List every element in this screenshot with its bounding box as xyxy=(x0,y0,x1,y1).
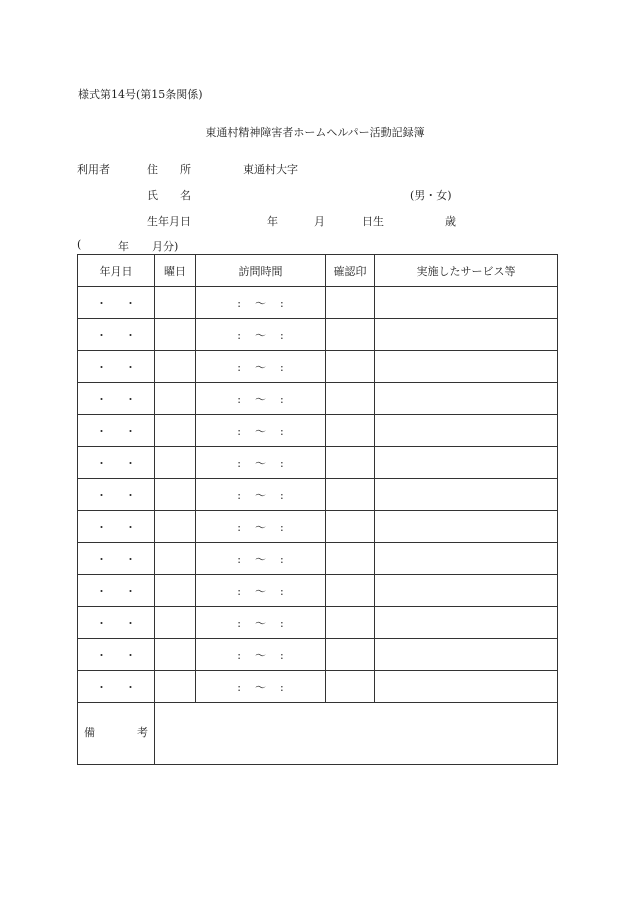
services-cell[interactable] xyxy=(375,447,558,479)
time-tilde: 〜 xyxy=(255,360,266,374)
time-tilde: 〜 xyxy=(255,648,266,662)
time-colon: : xyxy=(237,648,241,662)
weekday-cell[interactable] xyxy=(155,607,196,639)
address-value: 東通村大字 xyxy=(243,163,298,176)
seal-cell[interactable] xyxy=(326,351,375,383)
services-cell[interactable] xyxy=(375,575,558,607)
date-cell[interactable] xyxy=(78,351,155,383)
date-cell[interactable] xyxy=(78,639,155,671)
date-dot: ・ xyxy=(96,584,107,598)
table-row xyxy=(78,351,558,383)
weekday-cell[interactable] xyxy=(155,383,196,415)
time-colon: : xyxy=(237,552,241,566)
time-colon: : xyxy=(280,488,284,502)
period-year-unit: 年 xyxy=(118,240,129,253)
table-row xyxy=(78,511,558,543)
time-colon: : xyxy=(237,680,241,694)
date-dot: ・ xyxy=(125,296,136,310)
seal-cell[interactable] xyxy=(326,479,375,511)
weekday-cell[interactable] xyxy=(155,639,196,671)
remarks-row xyxy=(78,703,558,765)
date-cell[interactable] xyxy=(78,671,155,703)
time-colon: : xyxy=(280,616,284,630)
time-tilde: 〜 xyxy=(255,392,266,406)
log-body xyxy=(78,287,558,765)
services-cell[interactable] xyxy=(375,511,558,543)
gender-field: (男・女) xyxy=(410,189,452,202)
time-tilde: 〜 xyxy=(255,296,266,310)
table-row xyxy=(78,543,558,575)
seal-cell[interactable] xyxy=(326,543,375,575)
date-dot: ・ xyxy=(96,680,107,694)
date-cell[interactable] xyxy=(78,479,155,511)
seal-cell[interactable] xyxy=(326,607,375,639)
table-header-row xyxy=(78,255,558,287)
table-row xyxy=(78,447,558,479)
date-dot: ・ xyxy=(125,648,136,662)
visit-time-cell[interactable] xyxy=(196,447,326,479)
header-confirmation-seal: 確認印 xyxy=(326,255,375,287)
header-visit-time: 訪問時間 xyxy=(196,255,326,287)
services-cell[interactable] xyxy=(375,383,558,415)
table-row xyxy=(78,639,558,671)
birth-day-unit: 日生 xyxy=(362,215,384,228)
time-tilde: 〜 xyxy=(255,552,266,566)
visit-time-cell[interactable] xyxy=(196,351,326,383)
services-cell[interactable] xyxy=(375,319,558,351)
date-dot: ・ xyxy=(125,584,136,598)
table-row xyxy=(78,287,558,319)
table-row xyxy=(78,607,558,639)
visit-time-cell[interactable] xyxy=(196,287,326,319)
period-month-unit: 月分) xyxy=(152,240,179,253)
services-cell[interactable] xyxy=(375,351,558,383)
time-colon: : xyxy=(280,584,284,598)
header-services: 実施したサービス等 xyxy=(375,255,558,287)
seal-cell[interactable] xyxy=(326,287,375,319)
date-dot: ・ xyxy=(96,424,107,438)
birthdate-label: 生年月日 xyxy=(147,215,191,228)
time-colon: : xyxy=(280,424,284,438)
header-weekday: 曜日 xyxy=(155,255,196,287)
time-colon: : xyxy=(237,456,241,470)
remarks-label-right: 考 xyxy=(137,725,148,739)
date-dot: ・ xyxy=(96,520,107,534)
time-colon: : xyxy=(237,360,241,374)
services-cell[interactable] xyxy=(375,287,558,319)
services-cell[interactable] xyxy=(375,479,558,511)
seal-cell[interactable] xyxy=(326,415,375,447)
date-dot: ・ xyxy=(96,488,107,502)
seal-cell[interactable] xyxy=(326,511,375,543)
date-cell[interactable] xyxy=(78,447,155,479)
services-cell[interactable] xyxy=(375,639,558,671)
date-dot: ・ xyxy=(125,456,136,470)
seal-cell[interactable] xyxy=(326,383,375,415)
date-cell[interactable] xyxy=(78,383,155,415)
date-dot: ・ xyxy=(96,392,107,406)
visit-time-cell[interactable] xyxy=(196,383,326,415)
date-cell[interactable] xyxy=(78,575,155,607)
seal-cell[interactable] xyxy=(326,639,375,671)
table-row xyxy=(78,671,558,703)
seal-cell[interactable] xyxy=(326,447,375,479)
date-dot: ・ xyxy=(125,520,136,534)
weekday-cell[interactable] xyxy=(155,511,196,543)
time-colon: : xyxy=(280,648,284,662)
time-colon: : xyxy=(280,456,284,470)
seal-cell[interactable] xyxy=(326,319,375,351)
weekday-cell[interactable] xyxy=(155,319,196,351)
visit-time-cell[interactable] xyxy=(196,511,326,543)
date-cell[interactable] xyxy=(78,511,155,543)
visit-time-cell[interactable] xyxy=(196,639,326,671)
date-dot: ・ xyxy=(125,360,136,374)
weekday-cell[interactable] xyxy=(155,447,196,479)
period-open-paren: ( xyxy=(77,238,82,251)
weekday-cell[interactable] xyxy=(155,287,196,319)
date-dot: ・ xyxy=(125,328,136,342)
remarks-label-cell xyxy=(78,703,155,765)
form-number: 様式第14号(第15条関係) xyxy=(78,88,203,101)
services-cell[interactable] xyxy=(375,607,558,639)
age-unit: 歳 xyxy=(445,215,456,228)
date-dot: ・ xyxy=(96,328,107,342)
weekday-cell[interactable] xyxy=(155,575,196,607)
time-colon: : xyxy=(237,296,241,310)
visit-time-cell[interactable] xyxy=(196,543,326,575)
visit-time-cell[interactable] xyxy=(196,415,326,447)
time-colon: : xyxy=(237,328,241,342)
table-row xyxy=(78,479,558,511)
table-row xyxy=(78,415,558,447)
date-dot: ・ xyxy=(96,648,107,662)
table-row xyxy=(78,319,558,351)
date-dot: ・ xyxy=(125,552,136,566)
time-colon: : xyxy=(280,520,284,534)
remarks-label-left: 備 xyxy=(84,725,95,739)
name-label: 氏 名 xyxy=(147,189,191,202)
date-dot: ・ xyxy=(125,488,136,502)
time-tilde: 〜 xyxy=(255,616,266,630)
date-dot: ・ xyxy=(125,424,136,438)
time-colon: : xyxy=(237,584,241,598)
activity-log-table xyxy=(77,254,558,765)
time-colon: : xyxy=(280,328,284,342)
time-colon: : xyxy=(237,424,241,438)
services-cell[interactable] xyxy=(375,415,558,447)
time-tilde: 〜 xyxy=(255,680,266,694)
visit-time-cell[interactable] xyxy=(196,479,326,511)
date-dot: ・ xyxy=(96,552,107,566)
weekday-cell[interactable] xyxy=(155,671,196,703)
date-cell[interactable] xyxy=(78,543,155,575)
visit-time-cell[interactable] xyxy=(196,607,326,639)
weekday-cell[interactable] xyxy=(155,543,196,575)
weekday-cell[interactable] xyxy=(155,479,196,511)
remarks-field[interactable] xyxy=(155,703,558,765)
weekday-cell[interactable] xyxy=(155,351,196,383)
address-label: 住 所 xyxy=(147,163,191,176)
table-row xyxy=(78,383,558,415)
date-cell[interactable] xyxy=(78,415,155,447)
date-cell[interactable] xyxy=(78,319,155,351)
visit-time-cell[interactable] xyxy=(196,671,326,703)
date-dot: ・ xyxy=(125,392,136,406)
time-colon: : xyxy=(237,520,241,534)
visit-time-cell[interactable] xyxy=(196,319,326,351)
visit-time-cell[interactable] xyxy=(196,575,326,607)
time-colon: : xyxy=(280,680,284,694)
date-dot: ・ xyxy=(96,360,107,374)
services-cell[interactable] xyxy=(375,671,558,703)
time-colon: : xyxy=(280,392,284,406)
user-label: 利用者 xyxy=(77,163,110,176)
date-dot: ・ xyxy=(125,616,136,630)
time-tilde: 〜 xyxy=(255,520,266,534)
time-colon: : xyxy=(280,360,284,374)
date-cell[interactable] xyxy=(78,607,155,639)
header-date: 年月日 xyxy=(78,255,155,287)
time-colon: : xyxy=(237,616,241,630)
birth-year-unit: 年 xyxy=(267,215,278,228)
time-colon: : xyxy=(237,488,241,502)
seal-cell[interactable] xyxy=(326,575,375,607)
services-cell[interactable] xyxy=(375,543,558,575)
time-colon: : xyxy=(280,296,284,310)
time-tilde: 〜 xyxy=(255,584,266,598)
date-dot: ・ xyxy=(96,296,107,310)
date-dot: ・ xyxy=(125,680,136,694)
seal-cell[interactable] xyxy=(326,671,375,703)
date-dot: ・ xyxy=(96,616,107,630)
document-title: 東通村精神障害者ホームヘルパー活動記録簿 xyxy=(205,126,425,139)
time-tilde: 〜 xyxy=(255,328,266,342)
time-colon: : xyxy=(237,392,241,406)
time-tilde: 〜 xyxy=(255,456,266,470)
date-cell[interactable] xyxy=(78,287,155,319)
date-dot: ・ xyxy=(96,456,107,470)
table-row xyxy=(78,575,558,607)
weekday-cell[interactable] xyxy=(155,415,196,447)
time-tilde: 〜 xyxy=(255,488,266,502)
birth-month-unit: 月 xyxy=(314,215,325,228)
time-colon: : xyxy=(280,552,284,566)
time-tilde: 〜 xyxy=(255,424,266,438)
